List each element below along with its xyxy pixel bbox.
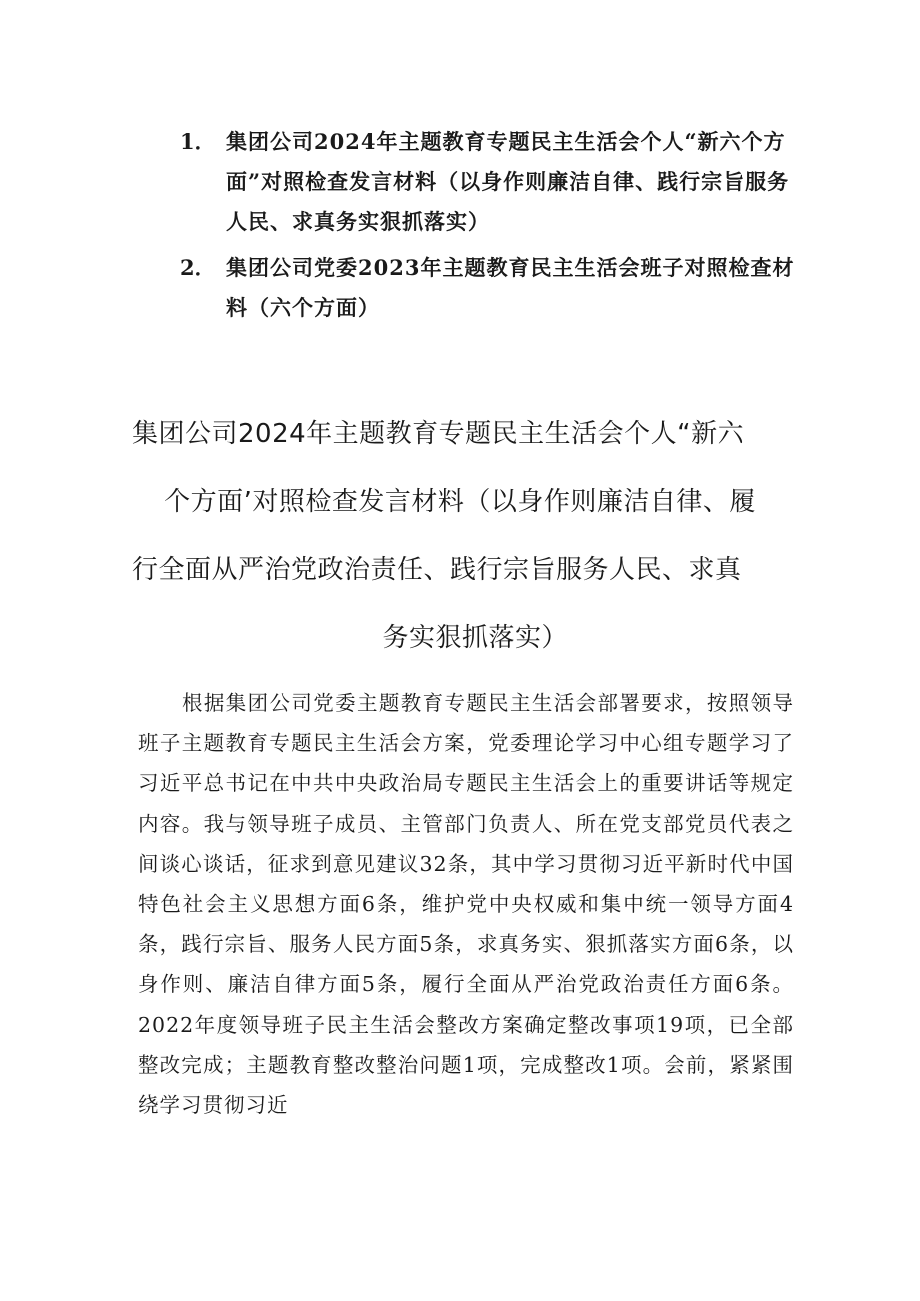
title-line: 个方面’对照检查发言材料（以身作则廉洁自律、履: [164, 487, 756, 517]
table-of-contents: [180, 122, 800, 334]
toc-item-text: 集团公司党委2023年主题教育民主生活会班子对照检查材料（六个方面）: [226, 255, 795, 320]
title-line: 务实狠抓落实）: [382, 623, 568, 653]
toc-item-number: 1．: [180, 129, 216, 154]
document-title: [128, 400, 788, 672]
toc-item[interactable]: [180, 248, 800, 328]
toc-item[interactable]: [180, 122, 800, 242]
body-paragraph: 根据集团公司党委主题教育专题民主生活会部署要求，按照领导班子主题教育专题民主生活会方案，党委理论学习中心组专题学习了习近平总书记在中共中央政治局专题民主生活会上的重要讲话等规定内容。我与领导班子成员、主管部门负责人、所在党支部党员代表之间谈心谈话，征求到意见建议32条，其中学习贯彻习近平新时代中国特色社会主义思想方面6条，维护党中央权威和集中统一领导方面4条，践行宗旨、服务人民方面5条，求真务实、狠抓落实方面6条，以身作则、廉洁自律方面5条，履行全面从严治党政治责任方面6条。2022年度领导班子民主生活会整改方案确定整改事项19项，已全部整改完成；主题教育整改整治问题1项，完成整改1项。会前，紧紧围绕学习贯彻习近: [138, 691, 794, 1118]
title-line: 集团公司2024年主题教育专题民主生活会个人“新六: [132, 419, 745, 449]
toc-item-text: 集团公司2024年主题教育专题民主生活会个人“新六个方面”对照检查发言材料（以身作则廉洁自律、践行宗旨服务人民、求真务实狠抓落实）: [226, 129, 790, 234]
title-line: 行全面从严治党政治责任、践行宗旨服务人民、求真: [132, 555, 742, 585]
toc-item-number: 2．: [180, 255, 216, 280]
